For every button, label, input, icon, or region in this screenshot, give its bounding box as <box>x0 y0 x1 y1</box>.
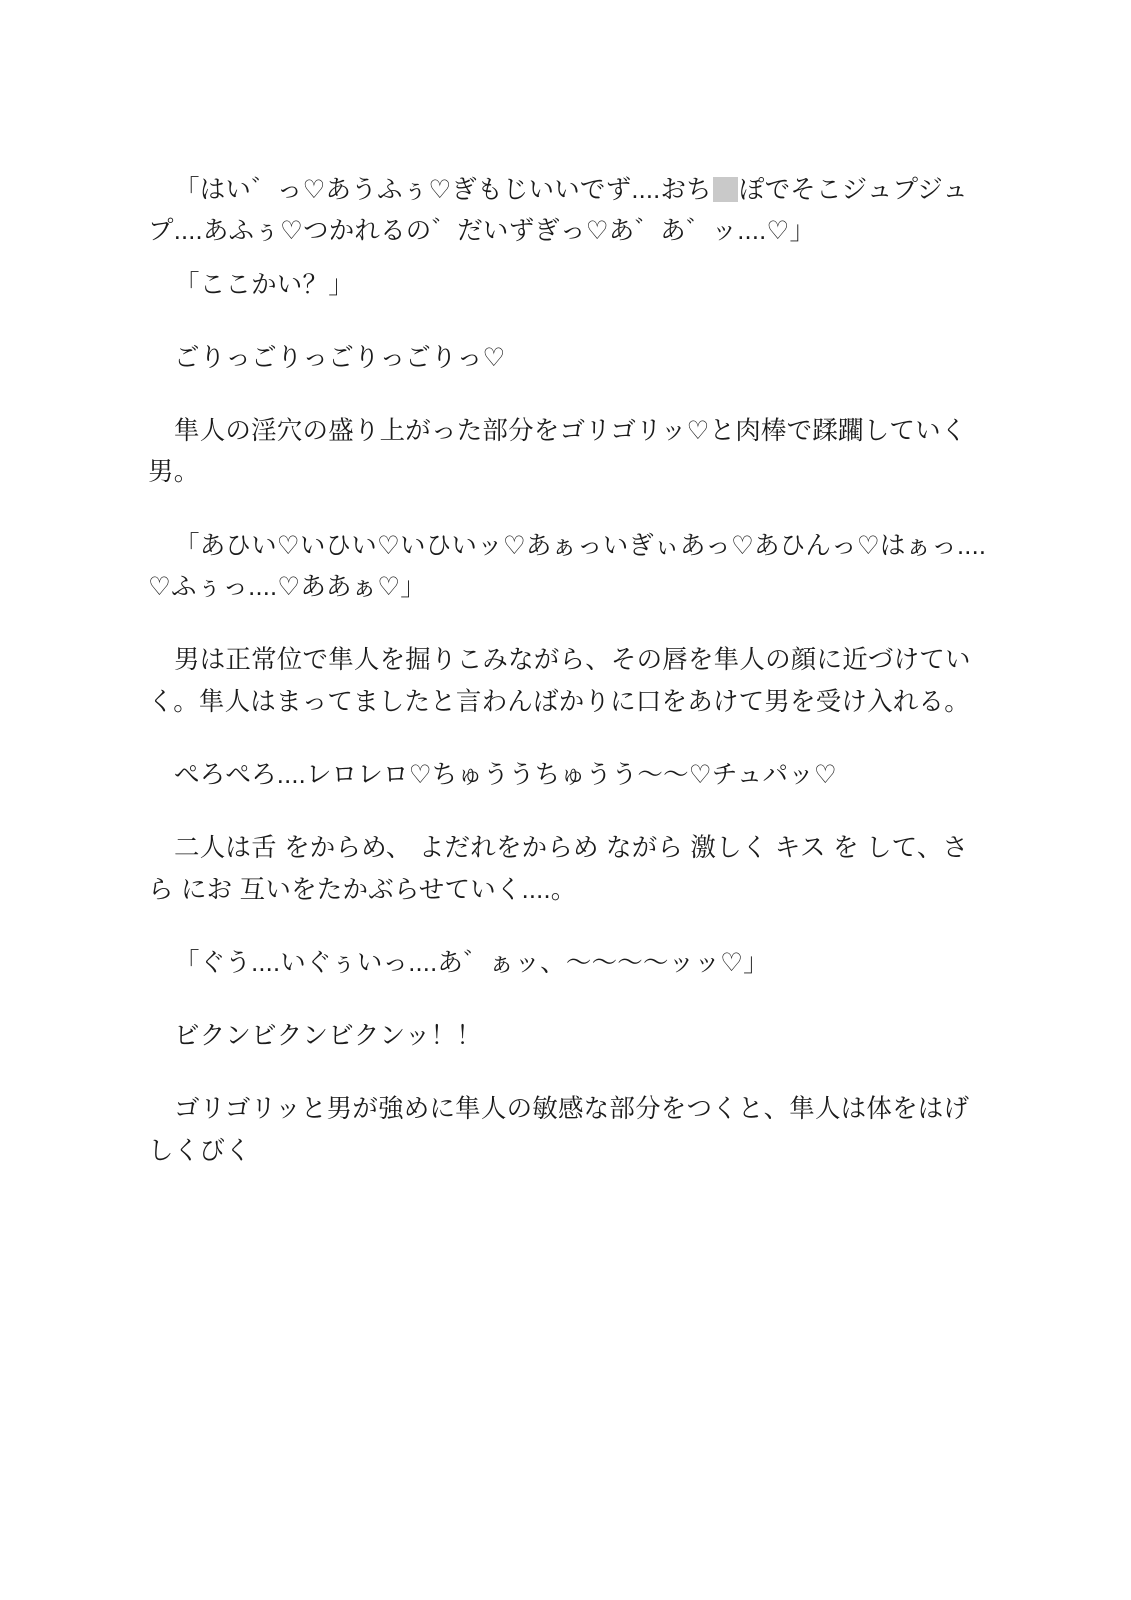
paragraph-narration-4: ゴリゴリッと男が強めに隼人の敏感な部分をつくと、隼人は体をはげしくびく <box>148 1095 970 1165</box>
paragraph-text-part-2: ぽでそこジュプジュプ....あふぅ♡つかれるの゛だいずぎっ♡あ゛あ゛ッ....♡」 <box>148 176 969 246</box>
paragraph-narration-2: 男は正常位で隼人を掘りこみながら、その唇を隼人の顔に近づけていく。隼人はまってましたと言わんばかりに口をあけて男を受け入れる。 <box>148 646 971 716</box>
paragraph-dialogue-1 <box>148 170 991 253</box>
paragraph-dialogue-4: 「ぐう....いぐぅいっ....あ゛ぁッ、～～～～ッッ♡」 <box>174 948 769 977</box>
paragraph-sfx-2: ぺろぺろ....レロレロ♡ちゅううちゅうう～～♡チュパッ♡ <box>174 760 837 789</box>
paragraph-text-part-1: 「はい゛っ♡あうふぅ♡ぎもじいいでず....おち <box>174 176 712 204</box>
redaction-block-icon <box>713 177 738 202</box>
paragraph-narration-3: 二人は舌 をからめ、 よだれをからめ ながら 激しく キス を して、さら にお 互いをたかぶらせていく....。 <box>148 834 969 904</box>
paragraph-dialogue-3: 「あひい♡いひい♡いひいッ♡あぁっいぎぃあっ♡あひんっ♡はぁっ....♡ふぅっ....♡ああぁ♡」 <box>148 531 987 602</box>
paragraph-sfx-3: ビクンビクンビクンッ！！ <box>174 1022 482 1051</box>
paragraph-dialogue-2: 「ここかい？」 <box>174 270 354 299</box>
paragraph-sfx-1: ごりっごりっごりっごりっ♡ <box>174 343 506 372</box>
paragraph-narration-1: 隼人の淫穴の盛り上がった部分をゴリゴリッ♡と肉棒で蹂躙していく男。 <box>148 417 967 487</box>
